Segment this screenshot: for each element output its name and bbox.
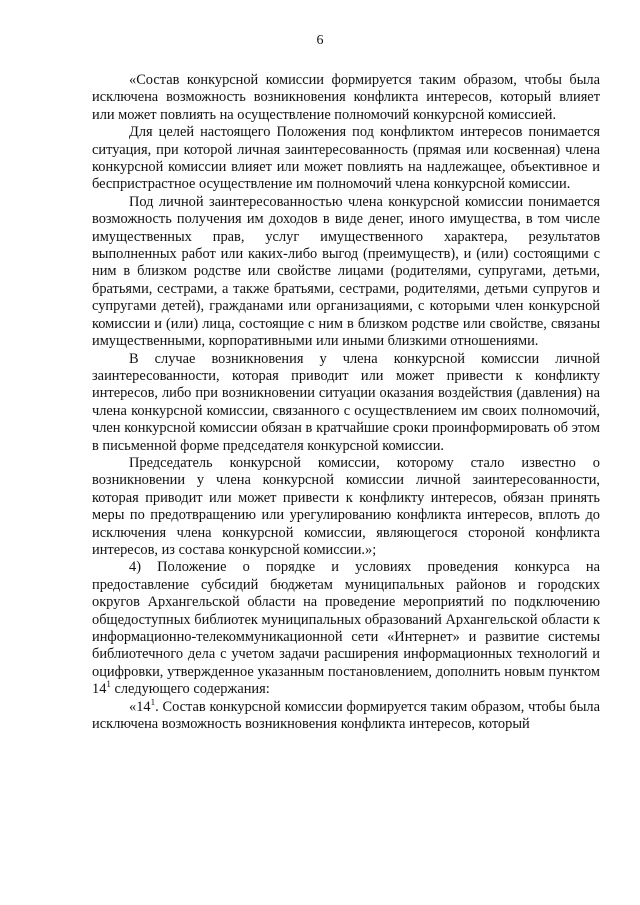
item-14-1-number: «14 <box>129 698 151 715</box>
paragraph-conflict-definition: Для целей настоящего Положения под конфликтом интересов понимается ситуация, при которой личная заинтересованность (прямая или косвенная) члена конкурсной комиссии влияет или может повлиять на надлежащее, объективное и беспристрастное осуществление им полномочий члена конкурсной комиссии. <box>92 124 600 193</box>
item-14-1-superscript: 1 <box>150 698 156 707</box>
paragraph-notification-duty: В случае возникновения у члена конкурсной комиссии личной заинтересованности, которая приводит или может привести к конфликту интересов, либо при возникновении ситуации оказания воздействия (давления) на члена конкурсной комиссии, связанного с осуществлением им своих полномочий, член конкурсной комиссии обязан в кратчайшие сроки проинформировать об этом в письменной форме председателя конкурсной комиссии. <box>92 350 600 454</box>
document-body <box>92 72 600 733</box>
paragraph-item-4 <box>92 559 600 698</box>
paragraph-item-14-1 <box>92 699 600 733</box>
item-4-text: 4) Положение о порядке и условиях проведения конкурса на предоставление субсидий бюджетам муниципальных районов и городских округов Архангельской области на проведение мероприятий по подключению общедоступных библиотек муниципальных образований Архангельской области к информационно-телекоммуникационной сети «Интернет» и развитие системы библиотечного дела с учетом задачи расширения информационных технологий и оцифровки, утвержденное указанным постановлением, дополнить новым пунктом 14 <box>92 559 600 698</box>
paragraph-conflict-composition: «Состав конкурсной комиссии формируется таким образом, чтобы была исключена возможность возникновения конфликта интересов, который влияет или может повлиять на осуществление полномочий конкурсной комиссией. <box>92 72 600 123</box>
item-4-text-end: следующего содержания: <box>110 681 270 698</box>
paragraph-chairman-measures: Председатель конкурсной комиссии, которому стало известно о возникновении у члена конкурсной комиссии личной заинтересованности, которая приводит или может привести к конфликту интересов, обязан принять меры по предотвращению или урегулированию конфликта интересов, вплоть до исключения члена конкурсной комиссии, являющегося стороной конфликта интересов, из состава конкурсной комиссии.»; <box>92 454 600 558</box>
item-4-superscript: 1 <box>106 679 111 690</box>
paragraph-personal-interest: Под личной заинтересованностью члена конкурсной комиссии понимается возможность получения им доходов в виде денег, иного имущества, в том числе имущественных прав, услуг имущественного характера, результатов выполненных работ или каких-либо выгод (преимуществ), и (или) состоящими с ним в близком родстве или свойстве лицами (родителями, супругами, детьми, братьями, сестрами, а также братьями, сестрами, родителями, детьми супругов и супругами детей), гражданами или организациями, с которыми член конкурсной комиссии и (или) лица, состоящие с ним в близком родстве или свойстве, связаны имущественными, корпоративными или иными близкими отношениями. <box>92 193 600 350</box>
item-14-1-text: . Состав конкурсной комиссии формируется таким образом, чтобы была исключена возможность возникновения конфликта интересов, который <box>92 698 600 733</box>
page-number: 6 <box>316 33 324 48</box>
